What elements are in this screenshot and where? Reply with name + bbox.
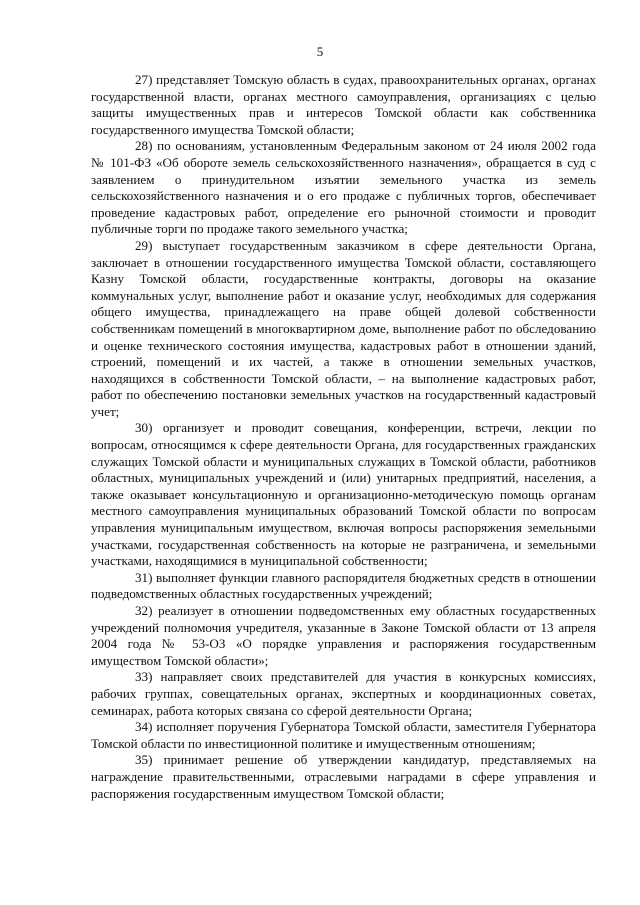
paragraph-item-35: 35) принимает решение об утверждении кандидатур, представляемых на награждение правительственными, отраслевыми наградами в сфере управления и распоряжения государственным имуществом Томской области; xyxy=(91,752,596,801)
paragraph-item-31: 31) выполняет функции главного распорядителя бюджетных средств в отношении подведомственных областных государственных учреждений; xyxy=(91,569,596,602)
page-number: 5 xyxy=(316,44,324,59)
paragraph-item-29: 29) выступает государственным заказчиком в сфере деятельности Органа, заключает в отношении государственного имущества Томской области, составляющего Казну Томской области, государственные контракты, договоры на оказание коммунальных услуг, выполнение работ и оказание услуг, необходимых для содержания общего имущества, принадлежащего на праве общей долевой собственности собственникам помещений в многоквартирном доме, выполнение работ по обследованию и оценке технического состояния имущества, кадастровых работ в отношении зданий, строений, помещений и их частей, а также в отношении земельных участков, находящихся в собственности Томской области, – на выполнение кадастровых работ, работ по обеспечению постановки земельных участков на государственный кадастровый учет; xyxy=(91,237,596,419)
paragraph-item-30: 30) организует и проводит совещания, конференции, встречи, лекции по вопросам, относящимся к сфере деятельности Органа, для государственных гражданских служащих Томской области и муниципальных служащих в Томской области, работников областных, муниципальных учреждений и (или) унитарных предприятий, населения, а также оказывает консультационную и организационно-методическую помощь органам местного самоуправления муниципальных образований Томской области по вопросам управления муниципальным имуществом, включая вопросы распоряжения земельными участками, государственная собственность на которые не разграничена, и земельными участками, находящимися в муниципальной собственности; xyxy=(91,420,596,569)
document-body xyxy=(91,72,596,802)
paragraph-item-28: 28) по основаниям, установленным Федеральным законом от 24 июля 2002 года № 101-ФЗ «Об обороте земель сельскохозяйственного назначения», обращается в суд с заявлением о принудительном изъятии земельного участка из земель сельскохозяйственного назначения и о его продаже с публичных торгов, обеспечивает проведение кадастровых работ, определение его рыночной стоимости и проводит публичные торги по продаже такого земельного участка; xyxy=(91,138,596,237)
paragraph-item-33: 33) направляет своих представителей для участия в конкурсных комиссиях, рабочих группах, совещательных органах, экспертных и координационных советах, семинарах, работа которых связана со сферой деятельности Органа; xyxy=(91,669,596,718)
paragraph-item-32: 32) реализует в отношении подведомственных ему областных государственных учреждений полномочия учредителя, указанные в Законе Томской области от 13 апреля 2004 года № 53-ОЗ «О порядке управления и распоряжения государственным имуществом Томской области»; xyxy=(91,603,596,668)
paragraph-item-34: 34) исполняет поручения Губернатора Томской области, заместителя Губернатора Томской области по инвестиционной политике и имущественным отношениям; xyxy=(91,719,596,751)
paragraph-item-27: 27) представляет Томскую область в судах, правоохранительных органах, органах государственной власти, органах местного самоуправления, организациях с целью защиты имущественных прав и интересов Томской области как собственника государственного имущества Томской области; xyxy=(91,72,596,137)
